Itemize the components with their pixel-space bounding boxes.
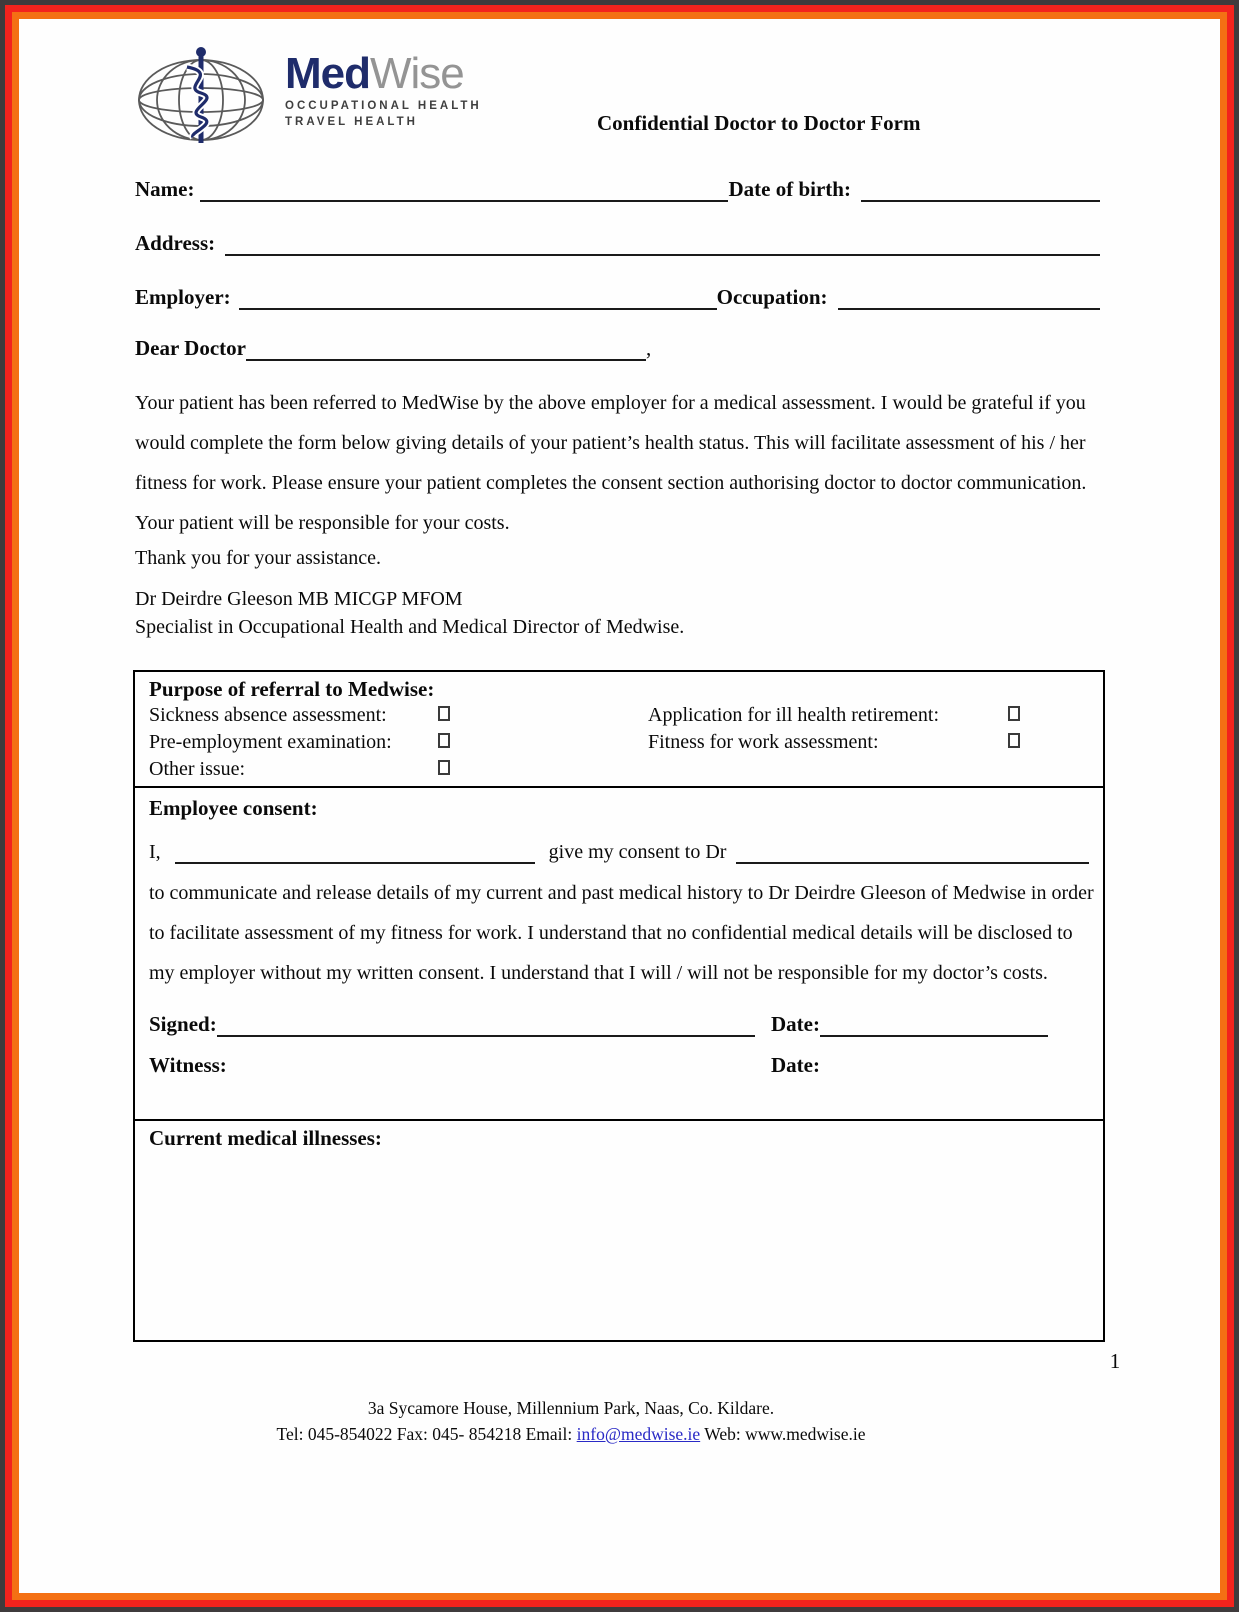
signed-row: [149, 1003, 1089, 1037]
page-border-orange: [12, 12, 1227, 1600]
purpose-item-other: Other issue:: [149, 758, 246, 780]
page-border-red: [5, 5, 1234, 1607]
logo-tagline-2: TRAVEL HEALTH: [285, 116, 418, 128]
brand-med: Med: [285, 49, 370, 98]
dear-doctor-suffix: ,: [645, 336, 652, 360]
document-page: [19, 19, 1220, 1593]
signed-date-label: Date:: [771, 1012, 820, 1036]
consent-heading: Employee consent:: [149, 796, 318, 820]
employee-consent-section: [135, 786, 1103, 1119]
logo-tagline-1: OCCUPATIONAL HEALTH: [285, 100, 482, 112]
purpose-item-preemployment: Pre-employment examination:: [149, 731, 392, 753]
document-title: Confidential Doctor to Doctor Form: [597, 111, 921, 135]
employer-blank-line: [239, 284, 717, 310]
checkbox-fitness-for-work[interactable]: [1008, 733, 1020, 748]
footer-address: 3a Sycamore House, Millennium Park, Naas, Co. Kildare.: [367, 1398, 775, 1418]
consent-name-blank-line: [175, 838, 535, 864]
checkbox-other-issue[interactable]: [438, 760, 450, 775]
page-number: 1: [1109, 1349, 1121, 1373]
checkbox-sickness-absence[interactable]: [438, 706, 450, 721]
brand-name: [285, 51, 482, 97]
purpose-item-sickness: Sickness absence assessment:: [149, 704, 387, 726]
dear-doctor-blank-line: [246, 335, 646, 361]
brand-wise: Wise: [370, 49, 464, 98]
witness-row: [149, 1044, 1089, 1078]
address-row: [135, 226, 1100, 256]
purpose-row-1: [149, 702, 1089, 729]
consent-phrase: give my consent to Dr: [548, 841, 727, 863]
checkbox-ill-health-retirement[interactable]: [1008, 706, 1020, 721]
witness-date-label: Date:: [771, 1053, 820, 1077]
dob-label: Date of birth:: [728, 177, 851, 201]
dear-doctor-row: [135, 331, 1100, 361]
address-blank-line: [225, 230, 1100, 256]
globe-caduceus-icon: [135, 45, 267, 145]
employer-label: Employer:: [135, 285, 231, 309]
purpose-heading: Purpose of referral to Medwise:: [149, 677, 435, 701]
purpose-section: [135, 672, 1103, 786]
occupation-label: Occupation:: [716, 285, 828, 309]
dear-doctor-label: Dear Doctor: [135, 336, 246, 360]
referral-form-box: [133, 670, 1105, 1342]
current-illness-section: [135, 1119, 1103, 1340]
medwise-logo: [135, 45, 482, 145]
name-label: Name:: [135, 177, 195, 201]
checkbox-pre-employment[interactable]: [438, 733, 450, 748]
intro-paragraph: Your patient has been referred to MedWise by the above employer for a medical assessment. I would be grateful if you would complete the form below giving details of your patient’s health status. This will facilitate assessment of his / her fitness for work. Please ensure your patient completes the consent section authorising doctor to doctor communication. Your patient will be responsible for your costs.: [135, 392, 1087, 534]
footer-contact-suffix: Web: www.medwise.ie: [704, 1424, 866, 1444]
thanks-line: Thank you for your assistance.: [135, 547, 382, 569]
purpose-item-ill-health: Application for ill health retirement:: [648, 704, 940, 726]
witness-label: Witness:: [149, 1053, 227, 1077]
address-label: Address:: [135, 231, 216, 255]
purpose-row-2: [149, 729, 1089, 756]
footer-contact: [19, 1421, 1123, 1447]
name-blank-line: [200, 176, 728, 202]
consent-name-row: [149, 830, 1089, 864]
purpose-item-fitness: Fitness for work assessment:: [648, 731, 879, 753]
employer-row: [135, 280, 1100, 310]
purpose-row-3: [149, 756, 1089, 783]
dob-blank-line: [861, 176, 1100, 202]
signed-label: Signed:: [149, 1012, 217, 1036]
name-row: [135, 172, 1100, 202]
consent-doctor-blank-line: [736, 838, 1089, 864]
signed-blank-line: [217, 1011, 755, 1037]
email-link[interactable]: info@medwise.ie: [576, 1424, 701, 1444]
footer-contact-prefix: Tel: 045-854022 Fax: 045- 854218 Email:: [276, 1424, 573, 1444]
illness-heading: Current medical illnesses:: [149, 1126, 382, 1150]
signed-date-blank-line: [820, 1011, 1048, 1037]
consent-pronoun: I,: [149, 841, 161, 863]
occupation-blank-line: [838, 284, 1101, 310]
footer: [19, 1395, 1123, 1447]
signatory-title: Specialist in Occupational Health and Medical Director of Medwise.: [135, 616, 685, 638]
logo-wordmark: [285, 45, 482, 145]
consent-paragraph: to communicate and release details of my current and past medical history to Dr Deirdre Gleeson of Medwise in order to facilitate assessment of my fitness for work. I understand that no confidential medical details will be disclosed to my employer without my written consent. I understand that I will / will not be responsible for my doctor’s costs.: [149, 882, 1094, 984]
signatory-name: Dr Deirdre Gleeson MB MICGP MFOM: [135, 588, 463, 610]
